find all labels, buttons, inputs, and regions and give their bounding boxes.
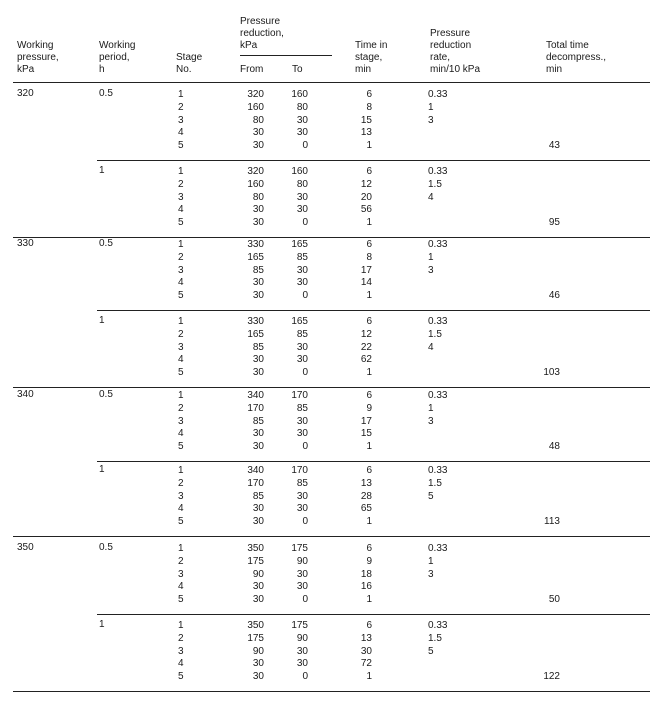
header-stage-no-line: Stage bbox=[176, 52, 203, 63]
header-working-period-line: Working bbox=[99, 40, 136, 51]
working-period-cell: 1 bbox=[99, 464, 105, 475]
time-in-stage-cell: 22 bbox=[360, 341, 372, 353]
time-in-stage-cell: 15 bbox=[360, 428, 372, 440]
time-in-stage-cell: 9 bbox=[366, 402, 372, 414]
reduction-rate-cell: 0.33 bbox=[428, 166, 448, 177]
total-time-cell: 103 bbox=[543, 367, 560, 379]
working-pressure-cell: 350 bbox=[17, 542, 34, 553]
from-cell: 85 bbox=[252, 341, 264, 353]
time-in-stage-cell: 13 bbox=[360, 477, 372, 489]
to-cell: 85 bbox=[296, 251, 308, 263]
to-cell: 160 bbox=[291, 166, 308, 177]
from-cell: 85 bbox=[252, 415, 264, 427]
reduction-rate-cell: 0.33 bbox=[428, 239, 448, 250]
to-cell: 175 bbox=[291, 620, 308, 631]
reduction-rate-cell: 1 bbox=[428, 251, 434, 263]
time-in-stage-cell: 30 bbox=[360, 645, 372, 657]
header-reduction-rate-line: rate, bbox=[430, 52, 451, 63]
time-in-stage-cell: 20 bbox=[360, 191, 372, 203]
stage-no-cell: 5 bbox=[178, 516, 184, 528]
working-pressure-cell: 340 bbox=[17, 389, 34, 400]
reduction-rate-cell: 0.33 bbox=[428, 316, 448, 327]
reduction-rate-cell: 4 bbox=[428, 191, 434, 203]
reduction-rate-cell: 1.5 bbox=[428, 632, 442, 644]
pressure-reduction-rule bbox=[240, 55, 332, 56]
time-in-stage-cell: 65 bbox=[360, 503, 372, 515]
time-in-stage-cell: 1 bbox=[366, 516, 372, 528]
to-cell: 0 bbox=[302, 290, 308, 302]
to-cell: 85 bbox=[296, 402, 308, 414]
working-period-cell: 0.5 bbox=[99, 389, 113, 400]
to-cell: 0 bbox=[302, 217, 308, 229]
time-in-stage-cell: 62 bbox=[360, 354, 372, 366]
header-working-pressure-line: kPa bbox=[17, 64, 35, 75]
time-in-stage-cell: 1 bbox=[366, 140, 372, 152]
reduction-rate-cell: 3 bbox=[428, 415, 434, 427]
header-pressure-reduction-line: reduction, bbox=[240, 28, 284, 39]
header-working-period-line: h bbox=[99, 64, 105, 75]
reduction-rate-cell: 5 bbox=[428, 645, 434, 657]
header-working-pressure-line: Working bbox=[17, 40, 54, 51]
pressure-separator-rule bbox=[13, 691, 650, 692]
stage-no-cell: 4 bbox=[178, 277, 184, 289]
pressure-separator-rule bbox=[13, 536, 650, 537]
time-in-stage-cell: 6 bbox=[366, 239, 372, 250]
time-in-stage-cell: 1 bbox=[366, 441, 372, 453]
to-cell: 0 bbox=[302, 367, 308, 379]
to-cell: 90 bbox=[296, 632, 308, 644]
stage-no-cell: 3 bbox=[178, 341, 184, 353]
stage-no-cell: 3 bbox=[178, 264, 184, 276]
header-to-label: To bbox=[292, 64, 303, 75]
period-separator-rule bbox=[97, 614, 650, 615]
to-cell: 30 bbox=[296, 191, 308, 203]
to-cell: 85 bbox=[296, 328, 308, 340]
stage-no-cell: 5 bbox=[178, 594, 184, 606]
to-cell: 30 bbox=[296, 658, 308, 670]
to-cell: 85 bbox=[296, 477, 308, 489]
from-cell: 85 bbox=[252, 490, 264, 502]
from-cell: 30 bbox=[252, 671, 264, 683]
to-cell: 30 bbox=[296, 581, 308, 593]
from-cell: 350 bbox=[247, 543, 264, 554]
header-total-time-line: Total time bbox=[546, 40, 589, 51]
from-cell: 80 bbox=[252, 114, 264, 126]
time-in-stage-cell: 6 bbox=[366, 465, 372, 476]
stage-no-cell: 2 bbox=[178, 251, 184, 263]
from-cell: 165 bbox=[247, 328, 264, 340]
reduction-rate-cell: 0.33 bbox=[428, 543, 448, 554]
to-cell: 30 bbox=[296, 415, 308, 427]
to-cell: 30 bbox=[296, 341, 308, 353]
stage-no-cell: 1 bbox=[178, 620, 184, 631]
total-time-cell: 48 bbox=[548, 441, 560, 453]
from-cell: 330 bbox=[247, 239, 264, 250]
to-cell: 80 bbox=[296, 178, 308, 190]
total-time-cell: 43 bbox=[548, 140, 560, 152]
to-cell: 30 bbox=[296, 428, 308, 440]
from-cell: 80 bbox=[252, 191, 264, 203]
working-period-cell: 0.5 bbox=[99, 542, 113, 553]
from-cell: 30 bbox=[252, 441, 264, 453]
to-cell: 170 bbox=[291, 465, 308, 476]
time-in-stage-cell: 6 bbox=[366, 166, 372, 177]
working-pressure-cell: 330 bbox=[17, 238, 34, 249]
header-bottom-rule bbox=[13, 82, 650, 83]
from-cell: 30 bbox=[252, 204, 264, 216]
header-time-in-stage-line: min bbox=[355, 64, 372, 75]
reduction-rate-cell: 1.5 bbox=[428, 477, 442, 489]
from-cell: 330 bbox=[247, 316, 264, 327]
time-in-stage-cell: 12 bbox=[360, 328, 372, 340]
time-in-stage-cell: 15 bbox=[360, 114, 372, 126]
reduction-rate-cell: 5 bbox=[428, 490, 434, 502]
from-cell: 170 bbox=[247, 402, 264, 414]
time-in-stage-cell: 12 bbox=[360, 178, 372, 190]
total-time-cell: 50 bbox=[548, 594, 560, 606]
stage-no-cell: 4 bbox=[178, 204, 184, 216]
to-cell: 0 bbox=[302, 671, 308, 683]
stage-no-cell: 4 bbox=[178, 581, 184, 593]
header-reduction-rate-line: min/10 kPa bbox=[430, 64, 481, 75]
pressure-separator-rule bbox=[13, 387, 650, 388]
time-in-stage-cell: 14 bbox=[360, 277, 372, 289]
stage-no-cell: 4 bbox=[178, 354, 184, 366]
working-period-cell: 0.5 bbox=[99, 238, 113, 249]
reduction-rate-cell: 0.33 bbox=[428, 89, 448, 100]
time-in-stage-cell: 6 bbox=[366, 316, 372, 327]
to-cell: 0 bbox=[302, 516, 308, 528]
to-cell: 30 bbox=[296, 568, 308, 580]
stage-no-cell: 2 bbox=[178, 555, 184, 567]
header-stage-no bbox=[176, 52, 202, 76]
time-in-stage-cell: 6 bbox=[366, 89, 372, 100]
from-cell: 90 bbox=[252, 568, 264, 580]
to-cell: 160 bbox=[291, 89, 308, 100]
to-cell: 30 bbox=[296, 204, 308, 216]
from-cell: 340 bbox=[247, 465, 264, 476]
header-reduction-rate bbox=[430, 28, 480, 76]
stage-no-cell: 2 bbox=[178, 101, 184, 113]
to-cell: 30 bbox=[296, 490, 308, 502]
to-cell: 175 bbox=[291, 543, 308, 554]
reduction-rate-cell: 1 bbox=[428, 555, 434, 567]
stage-no-cell: 3 bbox=[178, 191, 184, 203]
stage-no-cell: 5 bbox=[178, 441, 184, 453]
header-to bbox=[292, 64, 303, 76]
working-period-cell: 0.5 bbox=[99, 88, 113, 99]
stage-no-cell: 1 bbox=[178, 89, 184, 100]
to-cell: 80 bbox=[296, 101, 308, 113]
stage-no-cell: 1 bbox=[178, 390, 184, 401]
header-working-period bbox=[99, 40, 136, 76]
from-cell: 160 bbox=[247, 101, 264, 113]
to-cell: 0 bbox=[302, 441, 308, 453]
from-cell: 340 bbox=[247, 390, 264, 401]
from-cell: 30 bbox=[252, 516, 264, 528]
time-in-stage-cell: 1 bbox=[366, 290, 372, 302]
time-in-stage-cell: 13 bbox=[360, 127, 372, 139]
time-in-stage-cell: 56 bbox=[360, 204, 372, 216]
time-in-stage-cell: 9 bbox=[366, 555, 372, 567]
from-cell: 30 bbox=[252, 594, 264, 606]
from-cell: 175 bbox=[247, 632, 264, 644]
header-working-pressure bbox=[17, 40, 59, 76]
stage-no-cell: 4 bbox=[178, 127, 184, 139]
header-total-time-line: min bbox=[546, 64, 563, 75]
header-from bbox=[240, 64, 263, 76]
from-cell: 160 bbox=[247, 178, 264, 190]
from-cell: 30 bbox=[252, 277, 264, 289]
stage-no-cell: 5 bbox=[178, 671, 184, 683]
stage-no-cell: 5 bbox=[178, 217, 184, 229]
working-period-cell: 1 bbox=[99, 315, 105, 326]
stage-no-cell: 5 bbox=[178, 367, 184, 379]
from-cell: 30 bbox=[252, 127, 264, 139]
to-cell: 165 bbox=[291, 239, 308, 250]
total-time-cell: 113 bbox=[544, 516, 560, 528]
stage-no-cell: 1 bbox=[178, 465, 184, 476]
time-in-stage-cell: 1 bbox=[366, 594, 372, 606]
stage-no-cell: 2 bbox=[178, 632, 184, 644]
header-reduction-rate-line: Pressure bbox=[430, 28, 471, 39]
stage-no-cell: 3 bbox=[178, 568, 184, 580]
to-cell: 0 bbox=[302, 594, 308, 606]
header-working-pressure-line: pressure, bbox=[17, 52, 59, 63]
total-time-cell: 46 bbox=[548, 290, 560, 302]
header-pressure-reduction bbox=[240, 16, 284, 52]
from-cell: 165 bbox=[247, 251, 264, 263]
stage-no-cell: 5 bbox=[178, 290, 184, 302]
reduction-rate-cell: 0.33 bbox=[428, 620, 448, 631]
header-time-in-stage-line: stage, bbox=[355, 52, 383, 63]
from-cell: 85 bbox=[252, 264, 264, 276]
reduction-rate-cell: 3 bbox=[428, 568, 434, 580]
reduction-rate-cell: 4 bbox=[428, 341, 434, 353]
header-total-time-line: decompress., bbox=[546, 52, 607, 63]
header-reduction-rate-line: reduction bbox=[430, 40, 472, 51]
time-in-stage-cell: 1 bbox=[366, 367, 372, 379]
to-cell: 30 bbox=[296, 264, 308, 276]
from-cell: 30 bbox=[252, 140, 264, 152]
stage-no-cell: 3 bbox=[178, 415, 184, 427]
header-stage-no-line: No. bbox=[176, 64, 192, 75]
stage-no-cell: 2 bbox=[178, 178, 184, 190]
from-cell: 30 bbox=[252, 290, 264, 302]
from-cell: 170 bbox=[247, 477, 264, 489]
header-working-period-line: period, bbox=[99, 52, 130, 63]
from-cell: 320 bbox=[247, 89, 264, 100]
to-cell: 30 bbox=[296, 354, 308, 366]
from-cell: 30 bbox=[252, 354, 264, 366]
time-in-stage-cell: 72 bbox=[360, 658, 372, 670]
to-cell: 30 bbox=[296, 277, 308, 289]
reduction-rate-cell: 1.5 bbox=[428, 178, 442, 190]
from-cell: 30 bbox=[252, 658, 264, 670]
time-in-stage-cell: 8 bbox=[366, 101, 372, 113]
stage-no-cell: 2 bbox=[178, 477, 184, 489]
stage-no-cell: 1 bbox=[178, 239, 184, 250]
time-in-stage-cell: 28 bbox=[360, 490, 372, 502]
to-cell: 170 bbox=[291, 390, 308, 401]
total-time-cell: 122 bbox=[543, 671, 560, 683]
from-cell: 30 bbox=[252, 428, 264, 440]
header-time-in-stage bbox=[355, 40, 387, 76]
period-separator-rule bbox=[97, 160, 650, 161]
period-separator-rule bbox=[97, 461, 650, 462]
total-time-cell: 95 bbox=[548, 217, 560, 229]
reduction-rate-cell: 3 bbox=[428, 264, 434, 276]
time-in-stage-cell: 1 bbox=[366, 217, 372, 229]
from-cell: 350 bbox=[247, 620, 264, 631]
working-pressure-cell: 320 bbox=[17, 88, 34, 99]
stage-no-cell: 4 bbox=[178, 658, 184, 670]
time-in-stage-cell: 6 bbox=[366, 390, 372, 401]
from-cell: 30 bbox=[252, 217, 264, 229]
to-cell: 30 bbox=[296, 645, 308, 657]
header-pressure-reduction-line: kPa bbox=[240, 40, 258, 51]
reduction-rate-cell: 3 bbox=[428, 114, 434, 126]
stage-no-cell: 5 bbox=[178, 140, 184, 152]
time-in-stage-cell: 17 bbox=[360, 264, 372, 276]
stage-no-cell: 4 bbox=[178, 428, 184, 440]
to-cell: 165 bbox=[291, 316, 308, 327]
header-from-label: From bbox=[240, 64, 264, 75]
reduction-rate-cell: 1.5 bbox=[428, 328, 442, 340]
reduction-rate-cell: 0.33 bbox=[428, 465, 448, 476]
time-in-stage-cell: 6 bbox=[366, 543, 372, 554]
stage-no-cell: 3 bbox=[178, 645, 184, 657]
stage-no-cell: 1 bbox=[178, 166, 184, 177]
working-period-cell: 1 bbox=[99, 619, 105, 630]
period-separator-rule bbox=[97, 310, 650, 311]
time-in-stage-cell: 16 bbox=[360, 581, 372, 593]
from-cell: 90 bbox=[252, 645, 264, 657]
stage-no-cell: 1 bbox=[178, 543, 184, 554]
stage-no-cell: 1 bbox=[178, 316, 184, 327]
header-pressure-reduction-line: Pressure bbox=[240, 16, 281, 27]
time-in-stage-cell: 1 bbox=[366, 671, 372, 683]
from-cell: 30 bbox=[252, 503, 264, 515]
header-time-in-stage-line: Time in bbox=[355, 40, 388, 51]
time-in-stage-cell: 6 bbox=[366, 620, 372, 631]
reduction-rate-cell: 0.33 bbox=[428, 390, 448, 401]
from-cell: 30 bbox=[252, 367, 264, 379]
stage-no-cell: 3 bbox=[178, 114, 184, 126]
working-period-cell: 1 bbox=[99, 165, 105, 176]
time-in-stage-cell: 13 bbox=[360, 632, 372, 644]
to-cell: 30 bbox=[296, 127, 308, 139]
to-cell: 0 bbox=[302, 140, 308, 152]
reduction-rate-cell: 1 bbox=[428, 402, 434, 414]
header-total-time bbox=[546, 40, 606, 76]
to-cell: 30 bbox=[296, 114, 308, 126]
stage-no-cell: 2 bbox=[178, 402, 184, 414]
to-cell: 30 bbox=[296, 503, 308, 515]
time-in-stage-cell: 17 bbox=[360, 415, 372, 427]
time-in-stage-cell: 8 bbox=[366, 251, 372, 263]
from-cell: 30 bbox=[252, 581, 264, 593]
from-cell: 175 bbox=[247, 555, 264, 567]
time-in-stage-cell: 18 bbox=[360, 568, 372, 580]
stage-no-cell: 4 bbox=[178, 503, 184, 515]
reduction-rate-cell: 1 bbox=[428, 101, 434, 113]
from-cell: 320 bbox=[247, 166, 264, 177]
to-cell: 90 bbox=[296, 555, 308, 567]
stage-no-cell: 2 bbox=[178, 328, 184, 340]
stage-no-cell: 3 bbox=[178, 490, 184, 502]
